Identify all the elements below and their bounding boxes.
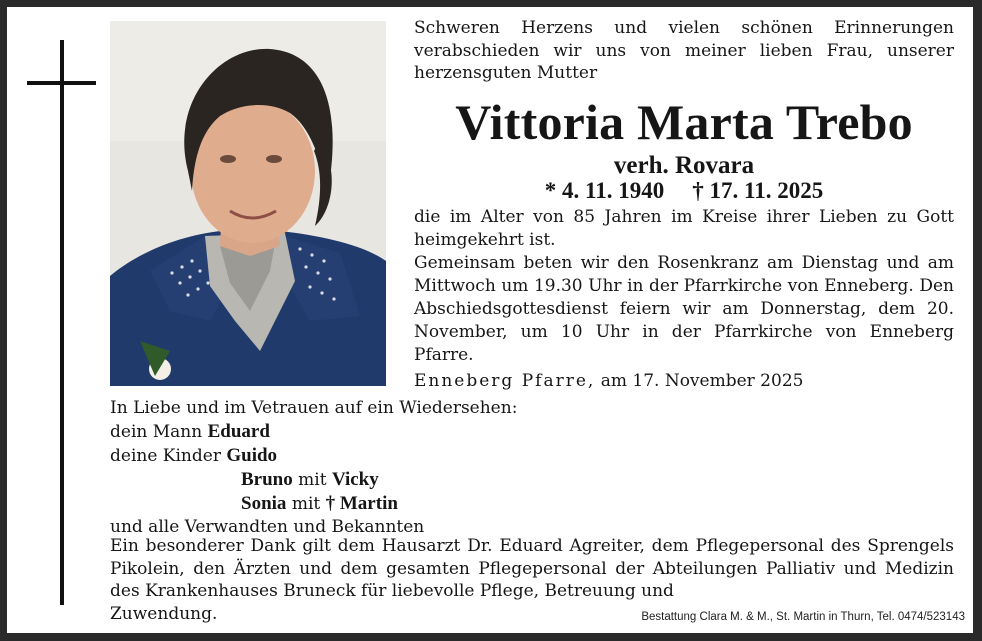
husband-prefix: dein Mann xyxy=(110,422,203,442)
family-row-children xyxy=(110,444,650,468)
thanks-paragraph-end: Zuwendung. xyxy=(110,603,218,624)
thanks-paragraph: Ein besonderer Dank gilt dem Hausarzt Dr. Eduard Agreiter, dem Pflegepersonal des Sprengels Pikolein, den Ärzten und dem gesamten Pflegepersonal der Abteilungen Palliativ und Medizin des Krankenhauses Bruneck für liebevolle Pflege, Betreuung und xyxy=(110,536,954,601)
life-dates xyxy=(414,177,954,205)
family-list xyxy=(110,397,650,539)
children-prefix: deine Kinder xyxy=(110,446,221,466)
with-text: mit xyxy=(291,494,321,514)
family-row-child xyxy=(110,492,650,516)
announcement-body xyxy=(414,206,954,367)
deceased-name: Vittoria Marta Trebo xyxy=(455,94,913,150)
husband-name: Eduard xyxy=(207,421,270,442)
intro-text: Schweren Herzens und vielen schönen Erinnerungen verabschieden wir uns von meiner lieben Frau, unserer herzensguten Mutter xyxy=(414,18,954,83)
family-row-husband xyxy=(110,420,650,444)
body-paragraph: Gemeinsam beten wir den Rosenkranz am Dienstag und am Mittwoch um 19.30 Uhr in der Pfarrkirche von Enneberg. Den Abschiedsgottesdienst feiern wir am Donnerstag, dem 20. November, um 10 Uhr in der Pfarrkirche von Enneberg Pfarre. xyxy=(414,253,954,365)
place-date xyxy=(414,370,954,393)
death-date: † 17. 11. 2025 xyxy=(692,178,824,203)
family-intro: In Liebe und im Vetrauen auf ein Wiedersehen: xyxy=(110,398,518,418)
child-name: Bruno xyxy=(241,469,293,490)
portrait-photo xyxy=(110,21,386,386)
partner-name: † Martin xyxy=(325,493,398,514)
child-name: Sonia xyxy=(241,493,287,514)
cross-icon-bar xyxy=(27,81,96,85)
body-paragraph: die im Alter von 85 Jahren im Kreise ihrer Lieben zu Gott heimgekehrt ist. xyxy=(414,207,954,250)
cross-icon xyxy=(60,40,64,605)
place-town: Enneberg Pfarre, xyxy=(414,371,596,391)
married-name: verh. Rovara xyxy=(613,152,755,179)
obituary-card xyxy=(7,7,973,633)
partner-name: Vicky xyxy=(331,469,379,490)
relatives-text: und alle Verwandten und Bekannten xyxy=(110,517,425,537)
family-row-child xyxy=(110,468,650,492)
birth-date: * 4. 11. 1940 xyxy=(544,178,665,203)
place-date-text: am 17. November 2025 xyxy=(600,371,804,391)
with-text: mit xyxy=(298,470,327,490)
child-name: Guido xyxy=(226,445,278,466)
funeral-home-footer: Bestattung Clara M. & M., St. Martin in Thurn, Tel. 0474/523143 xyxy=(641,611,965,623)
